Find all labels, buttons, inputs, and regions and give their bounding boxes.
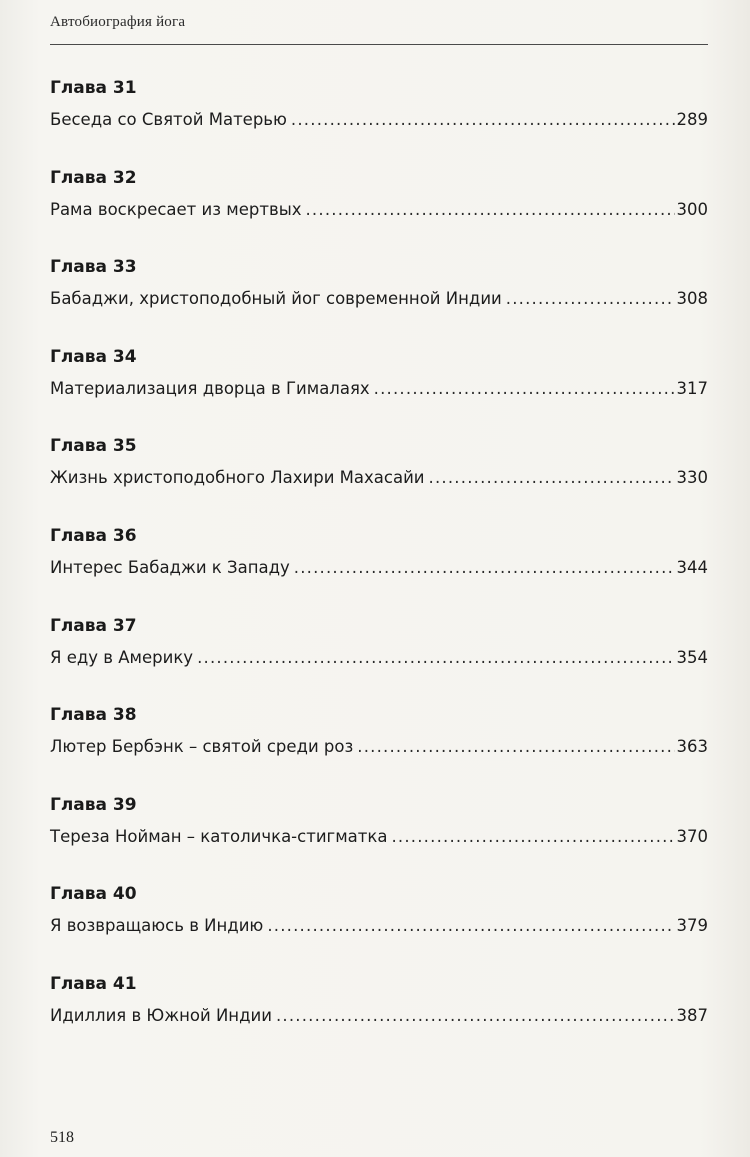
- toc-entry-37: [50, 616, 708, 706]
- page-number: 330: [676, 468, 708, 488]
- dot-leader: [294, 558, 675, 577]
- toc-entry-38: [50, 705, 708, 795]
- page-number: 370: [676, 826, 708, 846]
- chapter-label: Глава 34: [50, 346, 137, 367]
- chapter-title-line: [50, 737, 708, 756]
- page-number: 317: [676, 378, 708, 398]
- chapter-label: Глава 33: [50, 257, 137, 278]
- chapter-title: Бабаджи, христоподобный йог современной Индии: [50, 289, 502, 309]
- chapter-title-line: [50, 558, 708, 577]
- header-rule: [50, 44, 708, 45]
- table-of-contents: [50, 78, 708, 1064]
- toc-entry-39: [50, 795, 708, 885]
- chapter-title: Я еду в Америку: [50, 647, 194, 667]
- chapter-label: Глава 41: [50, 973, 137, 994]
- dot-leader: [305, 200, 674, 219]
- page-number: 308: [676, 289, 708, 309]
- chapter-title-line: [50, 916, 708, 935]
- chapter-label: Глава 37: [50, 615, 137, 636]
- toc-entry-32: [50, 168, 708, 258]
- dot-leader: [506, 289, 675, 308]
- page-number: 379: [676, 916, 708, 936]
- chapter-label: Глава 32: [50, 167, 137, 188]
- chapter-title: Лютер Бербэнк – святой среди роз: [50, 737, 354, 757]
- page-number: 300: [676, 199, 708, 219]
- chapter-label: Глава 39: [50, 794, 137, 815]
- toc-entry-36: [50, 526, 708, 616]
- page-number: 363: [676, 737, 708, 757]
- toc-entry-40: [50, 884, 708, 974]
- chapter-label: Глава 36: [50, 525, 137, 546]
- dot-leader: [374, 379, 675, 398]
- chapter-title: Идиллия в Южной Индии: [50, 1005, 272, 1025]
- chapter-label: Глава 35: [50, 436, 137, 457]
- chapter-title-line: [50, 289, 708, 308]
- chapter-title: Тереза Нойман – католичка-стигматка: [50, 826, 388, 846]
- chapter-title-line: [50, 1006, 708, 1025]
- chapter-title-line: [50, 468, 708, 487]
- toc-entry-33: [50, 257, 708, 347]
- toc-entry-41: [50, 974, 708, 1064]
- chapter-title-line: [50, 379, 708, 398]
- dot-leader: [357, 737, 674, 756]
- page-number: 387: [676, 1005, 708, 1025]
- chapter-title-line: [50, 648, 708, 667]
- page-number: 354: [676, 647, 708, 667]
- chapter-title: Рама воскресает из мертвых: [50, 199, 302, 219]
- chapter-title-line: [50, 110, 708, 129]
- dot-leader: [276, 1006, 675, 1025]
- toc-entry-35: [50, 436, 708, 526]
- toc-entry-31: [50, 78, 708, 168]
- dot-leader: [197, 648, 674, 667]
- dot-leader: [391, 827, 674, 846]
- page-folio: 518: [50, 1129, 74, 1146]
- chapter-title: Жизнь христоподобного Лахири Махасайи: [50, 468, 425, 488]
- chapter-label: Глава 38: [50, 705, 137, 726]
- chapter-title: Материализация дворца в Гималаях: [50, 378, 370, 398]
- dot-leader: [291, 110, 675, 129]
- chapter-title: Интерес Бабаджи к Западу: [50, 557, 290, 577]
- chapter-title: Я возвращаюсь в Индию: [50, 916, 264, 936]
- toc-entry-34: [50, 347, 708, 437]
- chapter-label: Глава 31: [50, 78, 137, 98]
- chapter-label: Глава 40: [50, 884, 137, 905]
- chapter-title-line: [50, 200, 708, 219]
- running-header: Автобиография йога: [50, 14, 186, 30]
- page-number: 344: [676, 557, 708, 577]
- chapter-title: Беседа со Святой Матерью: [50, 110, 287, 129]
- dot-leader: [429, 468, 675, 487]
- chapter-title-line: [50, 827, 708, 846]
- dot-leader: [267, 916, 674, 935]
- page-number: 289: [676, 110, 708, 129]
